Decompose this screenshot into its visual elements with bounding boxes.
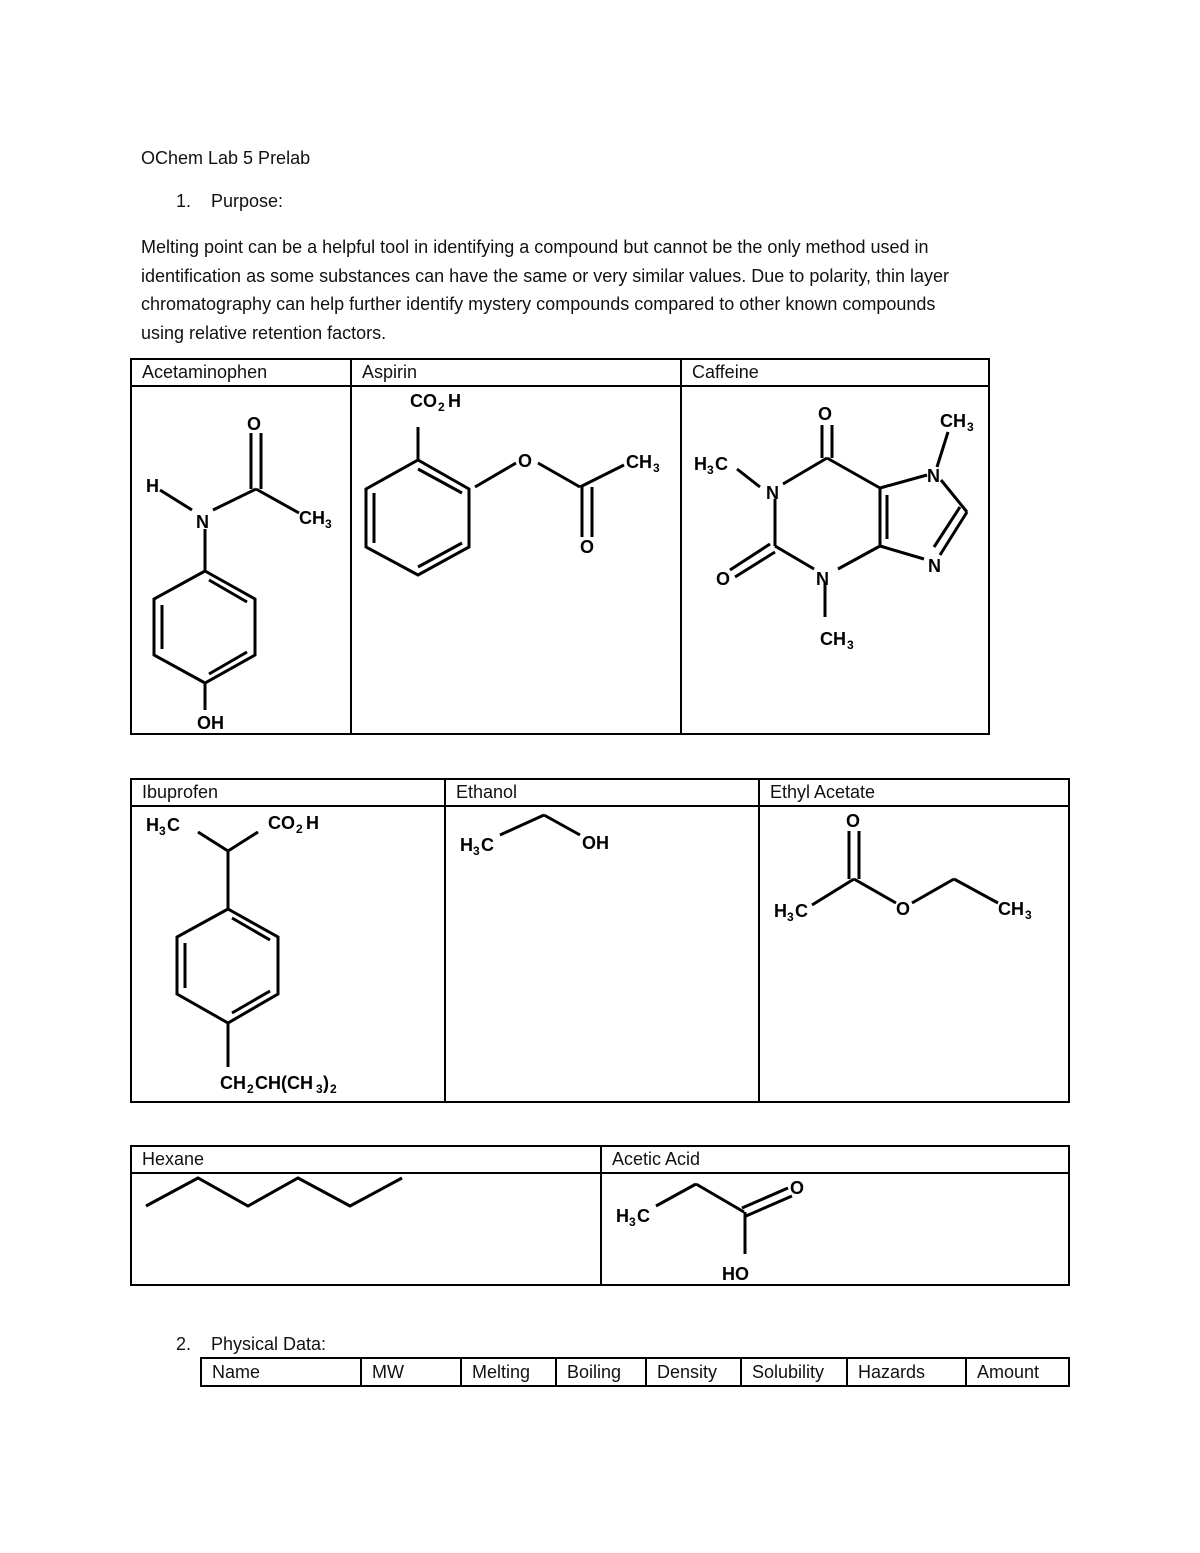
svg-text:H: H [694, 454, 707, 474]
svg-text:N: N [766, 483, 779, 503]
purpose-line: Melting point can be a helpful tool in identifying a compound but cannot be the only method used in [141, 237, 929, 257]
acetaminophen-structure [132, 387, 350, 733]
compound-name-ibuprofen: Ibuprofen [131, 779, 445, 806]
structures-table-2 [130, 778, 1070, 1103]
svg-text:H: H [306, 813, 319, 833]
hexane-structure-cell [131, 1173, 601, 1285]
svg-text:C: C [637, 1206, 650, 1226]
svg-text:): ) [323, 1073, 329, 1093]
aspirin-structure-cell [351, 386, 681, 734]
compound-name-ethyl-acetate: Ethyl Acetate [759, 779, 1069, 806]
svg-text:2: 2 [296, 822, 303, 836]
svg-text:H: H [616, 1206, 629, 1226]
svg-text:O: O [518, 451, 533, 471]
caffeine-structure [682, 387, 996, 733]
page-title: OChem Lab 5 Prelab [141, 148, 311, 168]
svg-text:O: O [790, 1178, 805, 1198]
header-solubility: Solubility [741, 1358, 847, 1386]
structures-table-3 [130, 1145, 1070, 1286]
compound-name-hexane: Hexane [131, 1146, 601, 1173]
svg-text:O: O [247, 414, 262, 434]
aspirin-structure [352, 387, 680, 733]
svg-text:C: C [481, 835, 494, 855]
purpose-paragraph [141, 233, 1071, 347]
svg-text:H: H [774, 901, 787, 921]
ibuprofen-structure [132, 807, 444, 1101]
svg-text:C: C [715, 454, 728, 474]
svg-text:CO: CO [268, 813, 295, 833]
acetaminophen-structure-cell [131, 386, 351, 734]
svg-text:3: 3 [316, 1082, 323, 1096]
svg-text:CH: CH [820, 629, 846, 649]
svg-text:HO: HO [722, 1264, 749, 1284]
svg-text:CH: CH [220, 1073, 246, 1093]
svg-text:3: 3 [847, 638, 854, 652]
svg-text:OH: OH [197, 713, 224, 733]
header-mw: MW [361, 1358, 461, 1386]
header-melting: Melting [461, 1358, 556, 1386]
ibuprofen-structure-cell [131, 806, 445, 1102]
svg-text:H: H [448, 391, 461, 411]
compound-name-acetaminophen: Acetaminophen [131, 359, 351, 386]
acetic-acid-structure-cell [601, 1173, 1069, 1285]
header-hazards: Hazards [847, 1358, 966, 1386]
section-2-number: 2. [176, 1334, 192, 1354]
svg-text:N: N [928, 556, 941, 576]
svg-text:O: O [716, 569, 731, 589]
svg-text:3: 3 [967, 420, 974, 434]
header-density: Density [646, 1358, 741, 1386]
ethyl-acetate-structure [760, 807, 1072, 1101]
svg-text:3: 3 [325, 517, 332, 531]
svg-text:O: O [818, 404, 833, 424]
compound-name-ethanol: Ethanol [445, 779, 759, 806]
svg-text:N: N [196, 512, 209, 532]
purpose-line: chromatography can help further identify mystery compounds compared to other known compounds [141, 294, 936, 314]
svg-text:O: O [846, 811, 861, 831]
svg-text:CH(CH: CH(CH [255, 1073, 313, 1093]
compound-name-acetic-acid: Acetic Acid [601, 1146, 1069, 1173]
section-1-number: 1. [176, 191, 192, 211]
svg-text:3: 3 [653, 461, 660, 475]
purpose-line: identification as some substances can have the same or very similar values. Due to polarity, thin layer [141, 265, 950, 286]
section-1-label: Purpose: [211, 191, 284, 211]
svg-text:CH: CH [940, 411, 966, 431]
svg-text:2: 2 [438, 400, 445, 414]
svg-text:3: 3 [629, 1215, 636, 1229]
ethanol-structure [446, 807, 758, 1101]
svg-text:3: 3 [473, 844, 480, 858]
svg-text:O: O [580, 537, 595, 557]
svg-text:2: 2 [247, 1082, 254, 1096]
svg-text:N: N [816, 569, 829, 589]
purpose-line: using relative retention factors. [141, 322, 387, 343]
svg-text:H: H [460, 835, 473, 855]
svg-text:3: 3 [707, 463, 714, 477]
ethanol-structure-cell [445, 806, 759, 1102]
hexane-structure [132, 1174, 600, 1284]
svg-text:C: C [795, 901, 808, 921]
compound-name-caffeine: Caffeine [681, 359, 989, 386]
svg-text:N: N [927, 466, 940, 486]
svg-text:OH: OH [582, 833, 609, 853]
structures-table-1 [130, 358, 990, 735]
svg-text:2: 2 [330, 1082, 337, 1096]
section-2-label: Physical Data: [211, 1334, 327, 1354]
svg-text:3: 3 [787, 910, 794, 924]
header-amount: Amount [966, 1358, 1069, 1386]
ethyl-acetate-structure-cell [759, 806, 1069, 1102]
svg-text:CH: CH [998, 899, 1024, 919]
svg-text:CO: CO [410, 391, 437, 411]
compound-name-aspirin: Aspirin [351, 359, 681, 386]
physical-data-table [200, 1357, 1070, 1387]
svg-text:CH: CH [626, 452, 652, 472]
caffeine-structure-cell [681, 386, 989, 734]
svg-text:O: O [896, 899, 911, 919]
svg-text:3: 3 [159, 824, 166, 838]
svg-text:3: 3 [1025, 908, 1032, 922]
header-boiling: Boiling [556, 1358, 646, 1386]
svg-text:C: C [167, 815, 180, 835]
acetic-acid-structure [602, 1174, 1072, 1284]
svg-text:H: H [146, 815, 159, 835]
svg-text:H: H [146, 476, 159, 496]
header-name: Name [201, 1358, 361, 1386]
svg-text:CH: CH [299, 508, 325, 528]
